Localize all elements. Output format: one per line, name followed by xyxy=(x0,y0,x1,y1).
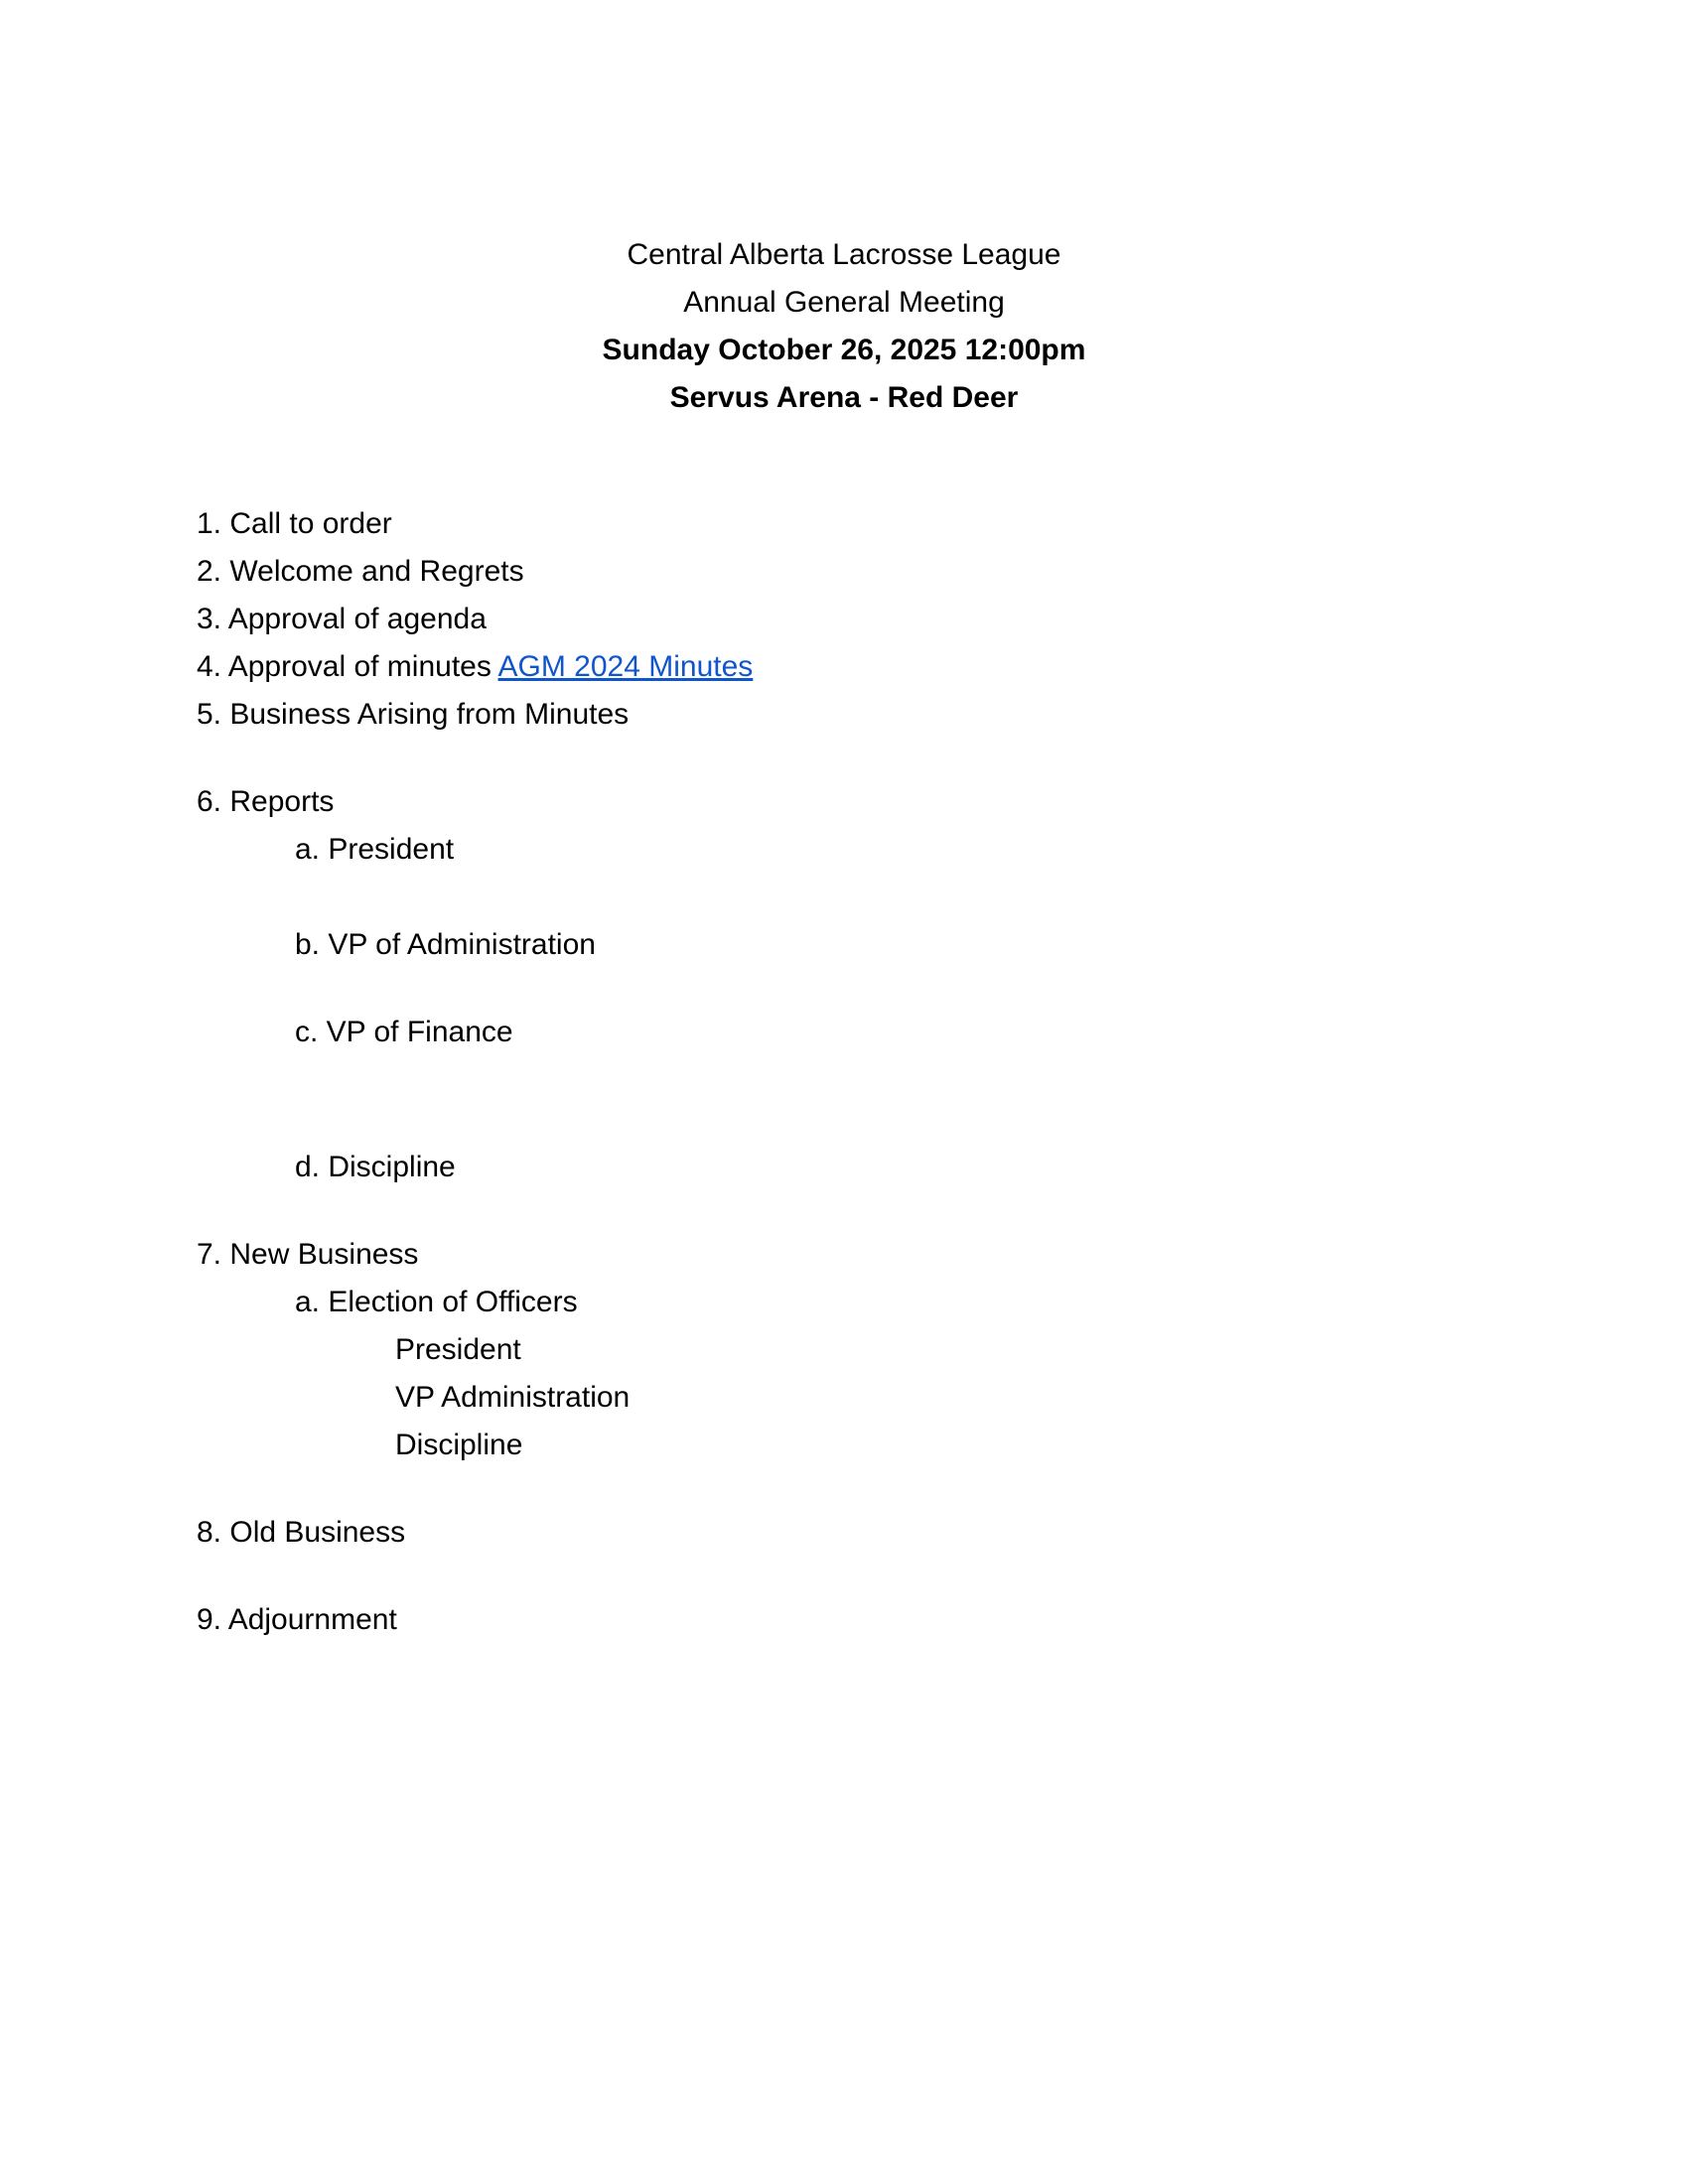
agenda-item-business-arising: 5. Business Arising from Minutes xyxy=(197,698,630,731)
election-president: President xyxy=(395,1333,521,1366)
election-of-officers: a. Election of Officers xyxy=(295,1286,578,1318)
meeting-title: Annual General Meeting xyxy=(683,286,1005,319)
election-discipline: Discipline xyxy=(395,1429,523,1461)
meeting-location: Servus Arena - Red Deer xyxy=(669,381,1019,414)
agenda-item-welcome: 2. Welcome and Regrets xyxy=(197,555,524,588)
report-vp-administration: b. VP of Administration xyxy=(295,928,596,961)
org-name: Central Alberta Lacrosse League xyxy=(627,238,1061,271)
meeting-date-time: Sunday October 26, 2025 12:00pm xyxy=(602,334,1086,366)
election-vp-administration: VP Administration xyxy=(395,1381,631,1414)
agenda-item-adjournment: 9. Adjournment xyxy=(197,1603,397,1636)
report-president: a. President xyxy=(295,833,455,866)
agenda-item-call-to-order: 1. Call to order xyxy=(197,507,392,540)
document-header xyxy=(0,231,1688,422)
report-discipline: d. Discipline xyxy=(295,1151,456,1183)
agenda-item-new-business: 7. New Business xyxy=(197,1238,419,1271)
agenda-item-reports: 6. Reports xyxy=(197,785,335,818)
report-vp-finance: c. VP of Finance xyxy=(295,1016,513,1048)
agenda-item-approval-agenda: 3. Approval of agenda xyxy=(197,603,487,635)
agenda-item-old-business: 8. Old Business xyxy=(197,1516,406,1549)
agenda-item-approval-minutes xyxy=(197,647,753,687)
agm-2024-minutes-link[interactable]: AGM 2024 Minutes xyxy=(497,650,754,683)
agenda-item-approval-minutes-label: 4. Approval of minutes xyxy=(197,650,498,683)
